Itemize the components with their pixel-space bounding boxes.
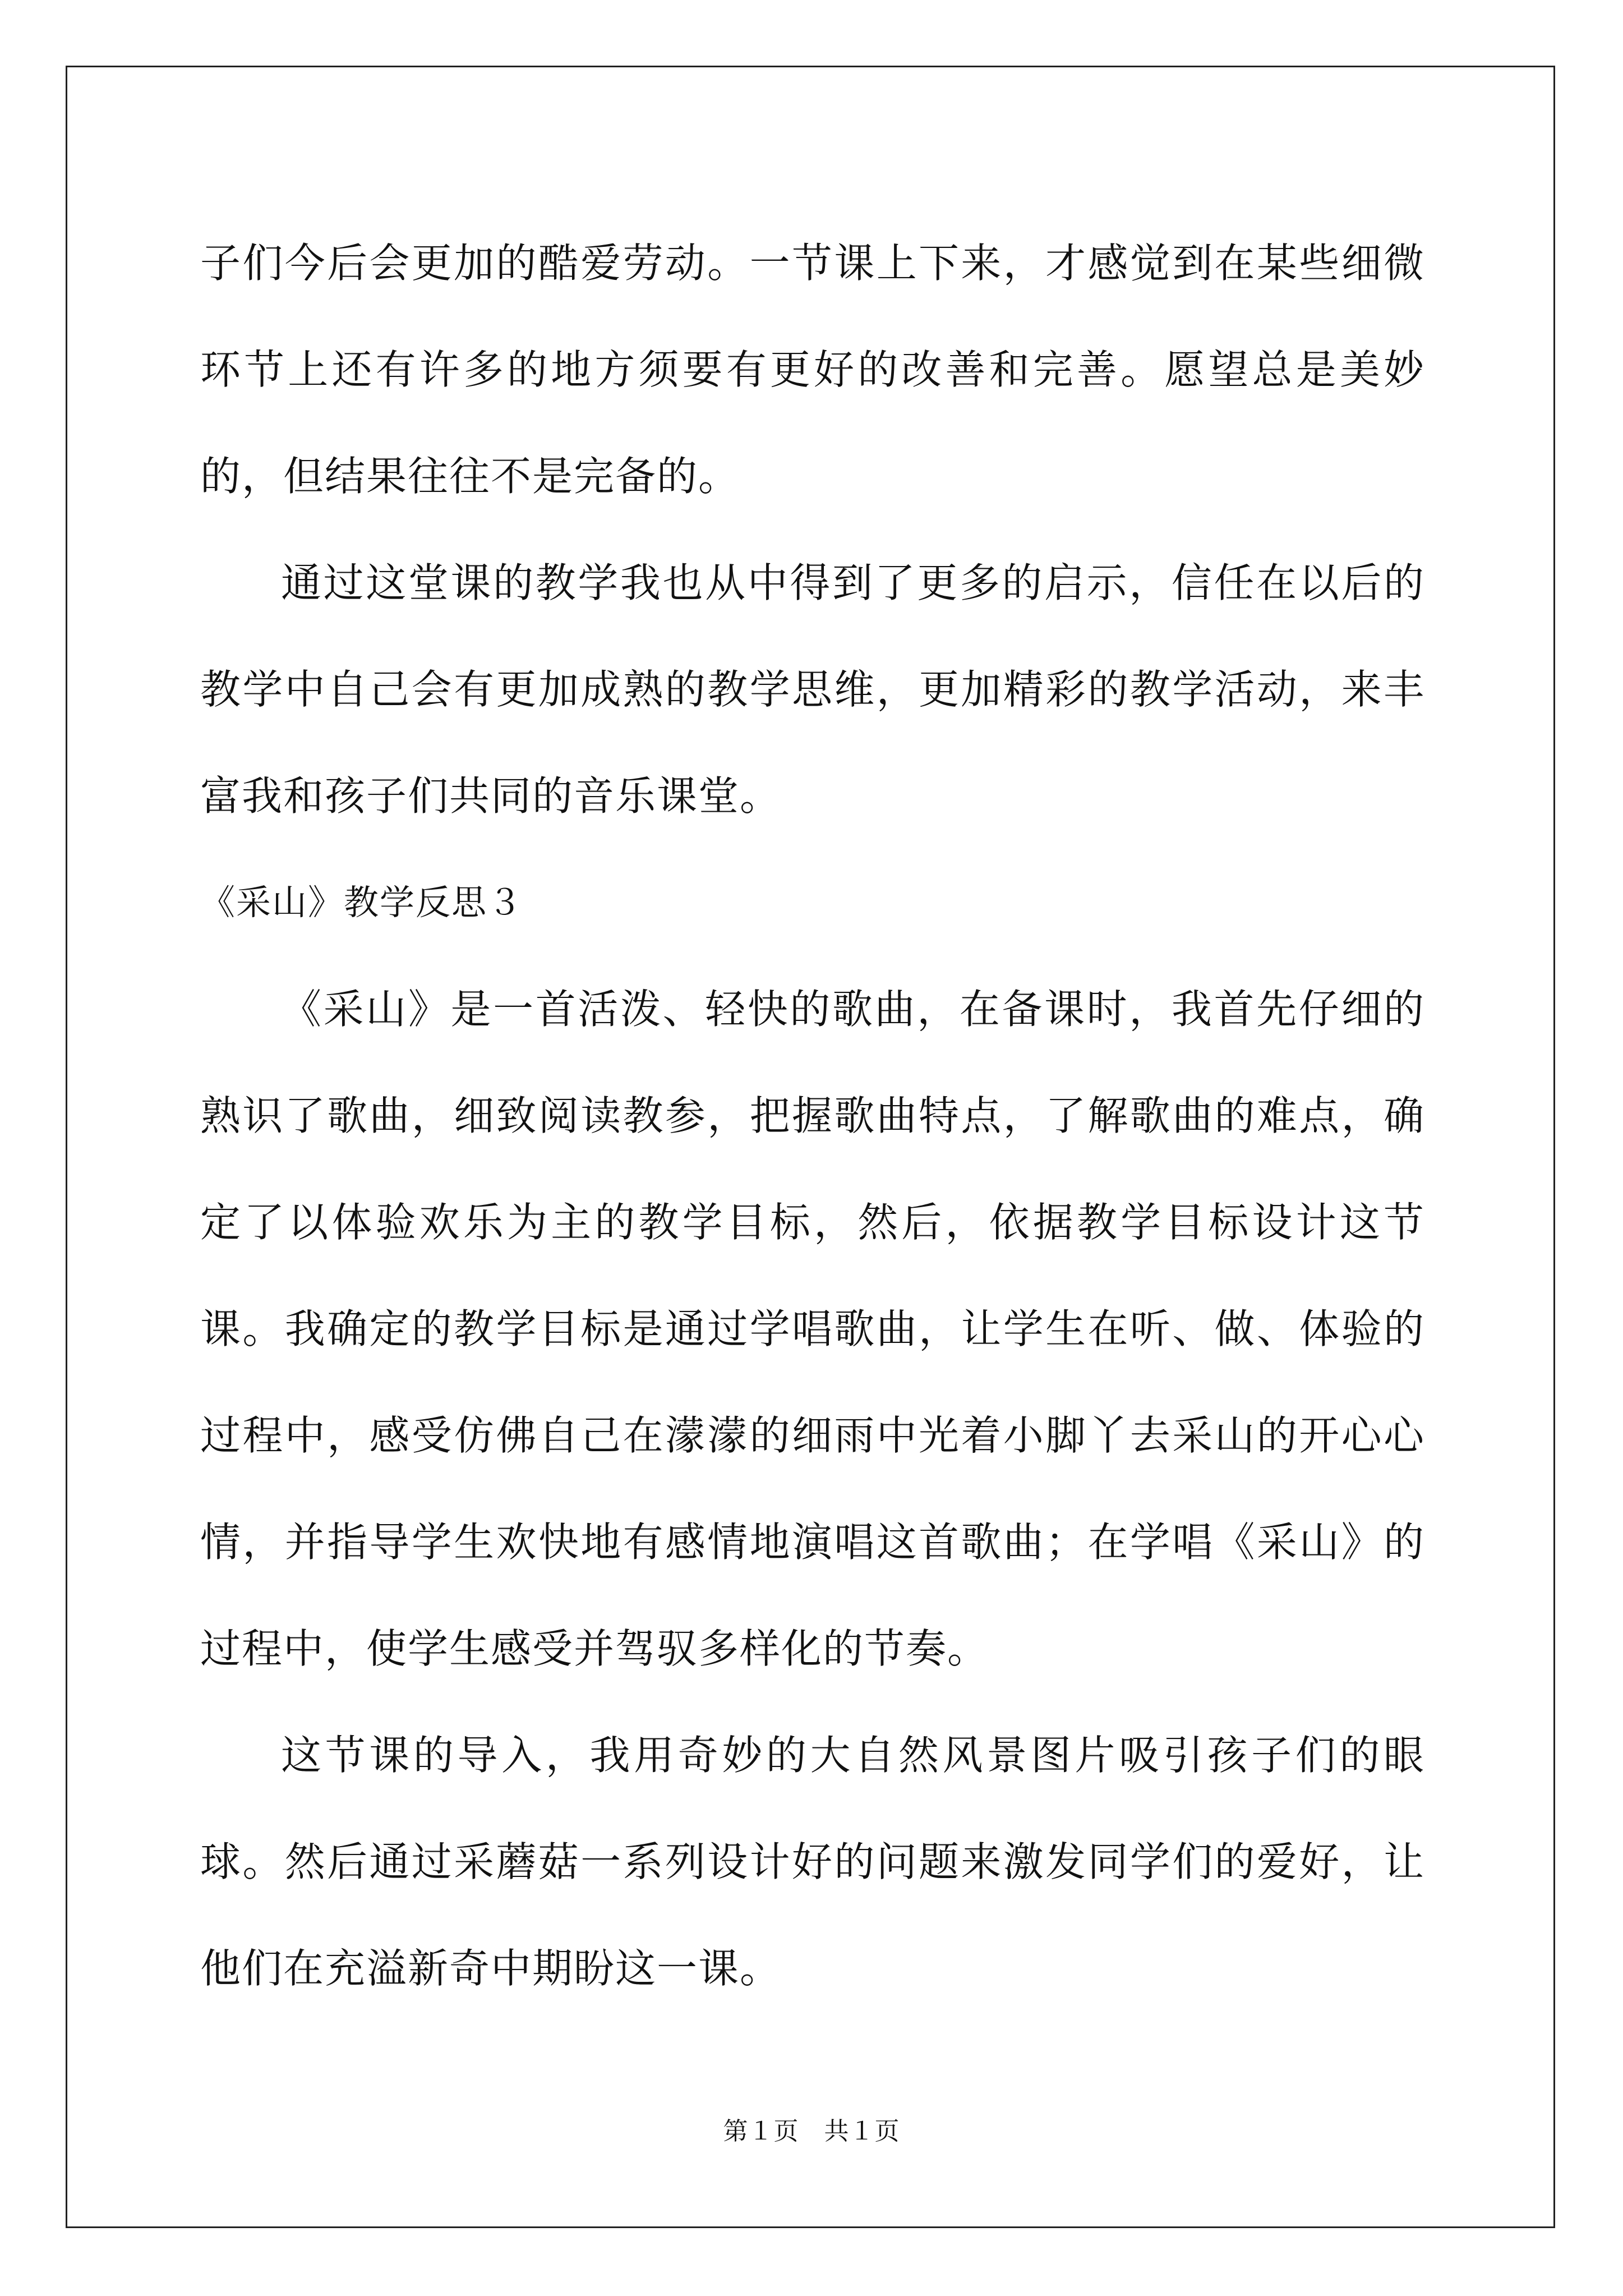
paragraph: 通过这堂课的教学我也从中得到了更多的启示，信任在以后的教学中自己会有更加成熟的教学思维，更加精彩的教学活动，来丰富我和孩子们共同的音乐课堂。 (200, 559, 1425, 820)
paragraph: 《采山》是一首活泼、轻快的歌曲，在备课时，我首先仔细的熟识了歌曲，细致阅读教参，把握歌曲特点，了解歌曲的难点，确定了以体验欢乐为主的教学目标，然后，依据教学目标设计这节课。我确定的教学目标是通过学唱歌曲，让学生在听、做、体验的过程中，感受仿佛自己在濛濛的细雨中光着小脚丫去采山的开心心情，并指导学生欢快地有感情地演唱这首歌曲；在学唱《采山》的过程中，使学生感受并驾驭多样化的节奏。 (200, 986, 1425, 1672)
section-heading: 《采山》教学反思３ (200, 882, 524, 923)
paragraph: 子们今后会更加的酷爱劳动。一节课上下来，才感觉到在某些细微环节上还有许多的地方须要有更好的改善和完善。愿望总是美妙的，但结果往往不是完备的。 (200, 240, 1425, 500)
document-body (200, 210, 1425, 2022)
paragraph: 这节课的导入，我用奇妙的大自然风景图片吸引孩子们的眼球。然后通过采蘑菇一系列设计好的问题来激发同学们的爱好，让他们在充溢新奇中期盼这一课。 (200, 1732, 1425, 1992)
page-footer: 第１页 共１页 (723, 2117, 900, 2146)
